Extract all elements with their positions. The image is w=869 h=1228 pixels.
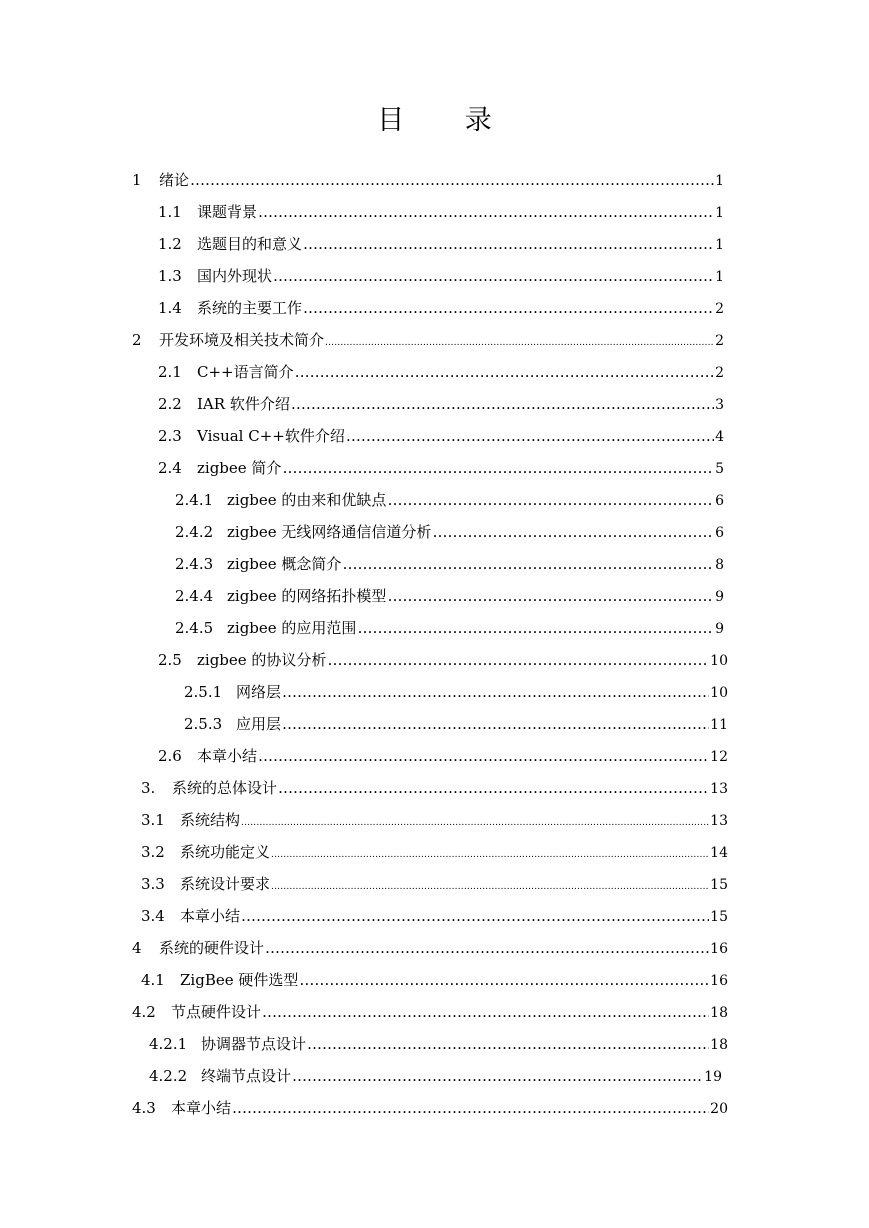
toc-entry-page: 1 — [715, 205, 724, 221]
toc-entry[interactable] — [175, 584, 724, 608]
toc-entry-page: 1 — [715, 269, 724, 285]
toc-entry[interactable] — [158, 456, 724, 480]
toc-dot-leader — [282, 712, 709, 736]
toc-entry-number: 4.3 — [132, 1099, 156, 1117]
toc-entry-title: IAR 软件介绍 — [197, 395, 290, 413]
toc-entry-title: 终端节点设计 — [201, 1067, 292, 1085]
toc-dot-leader — [271, 840, 709, 867]
toc-dot-leader — [278, 776, 709, 800]
toc-entry-page: 16 — [710, 973, 728, 989]
toc-entry-title: 系统的总体设计 — [172, 779, 278, 797]
toc-entry-page: 10 — [710, 653, 728, 669]
toc-entry-page: 3 — [715, 397, 724, 413]
toc-entry-number: 1.3 — [158, 267, 182, 285]
toc-entry[interactable] — [175, 616, 724, 640]
toc-dot-leader — [342, 552, 714, 576]
toc-entry-number: 4.2.1 — [149, 1035, 188, 1053]
toc-entry-page: 15 — [710, 877, 728, 893]
toc-dot-leader — [327, 648, 709, 672]
toc-entry-title: 选题目的和意义 — [197, 235, 303, 253]
toc-entry-page: 13 — [710, 781, 728, 797]
toc-entry[interactable] — [141, 872, 728, 896]
toc-entry-title: 国内外现状 — [197, 267, 273, 285]
toc-entry-number: 3. — [141, 779, 156, 797]
toc-entry-number: 1 — [132, 171, 142, 189]
toc-entry[interactable] — [132, 168, 724, 192]
toc-entry-number: 2.4 — [158, 459, 182, 477]
toc-entry-title: 系统功能定义 — [180, 843, 271, 861]
toc-entry-number: 4.1 — [141, 971, 165, 989]
toc-entry-page: 18 — [710, 1037, 728, 1053]
toc-entry-number: 3.3 — [141, 875, 165, 893]
toc-entry[interactable] — [132, 1096, 728, 1120]
toc-dot-leader — [432, 520, 714, 544]
toc-entry-title: zigbee 的应用范围 — [227, 619, 357, 637]
toc-dot-leader — [271, 872, 709, 899]
toc-entry-title: C++语言简介 — [197, 363, 294, 381]
toc-entry-title: 系统的主要工作 — [197, 299, 303, 317]
toc-entry-page: 20 — [710, 1101, 728, 1117]
toc-entry[interactable] — [158, 264, 724, 288]
toc-entry-page: 13 — [710, 813, 728, 829]
toc-entry[interactable] — [158, 360, 724, 384]
toc-entry-number: 2.4.2 — [175, 523, 214, 541]
toc-dot-leader — [190, 168, 714, 192]
toc-entry[interactable] — [158, 744, 728, 768]
toc-entry-number: 2.2 — [158, 395, 182, 413]
toc-entry-page: 2 — [715, 333, 724, 349]
toc-entry[interactable] — [141, 776, 728, 800]
toc-entry-title: 绪论 — [159, 171, 190, 189]
toc-entry-page: 9 — [715, 589, 724, 605]
toc-entry-page: 4 — [715, 429, 724, 445]
toc-entry-number: 2.4.5 — [175, 619, 214, 637]
toc-entry-page: 6 — [715, 525, 724, 541]
toc-entry[interactable] — [158, 232, 724, 256]
toc-entry[interactable] — [175, 552, 724, 576]
toc-entry-title: 开发环境及相关技术简介 — [159, 331, 325, 349]
toc-entry-page: 5 — [715, 461, 724, 477]
toc-entry[interactable] — [149, 1032, 728, 1056]
toc-dot-leader — [262, 1000, 709, 1024]
toc-entry-number: 1.4 — [158, 299, 182, 317]
toc-entry-title: 本章小结 — [171, 1099, 232, 1117]
toc-entry[interactable] — [175, 520, 724, 544]
toc-entry-number: 1.1 — [158, 203, 182, 221]
toc-dot-leader — [307, 1032, 709, 1056]
toc-dot-leader — [241, 808, 709, 835]
toc-entry[interactable] — [141, 904, 728, 928]
toc-entry-title: zigbee 的网络拓扑模型 — [227, 587, 387, 605]
toc-entry-page: 18 — [710, 1005, 728, 1021]
page-title: 目 录 — [377, 105, 518, 136]
toc-entry[interactable] — [132, 328, 724, 352]
toc-entry[interactable] — [158, 200, 724, 224]
toc-entry-number: 2.5 — [158, 651, 182, 669]
toc-entry-page: 10 — [710, 685, 728, 701]
toc-entry-number: 3.2 — [141, 843, 165, 861]
toc-entry-number: 2.5.1 — [184, 683, 223, 701]
toc-dot-leader — [273, 264, 714, 288]
toc-entry-number: 4 — [132, 939, 142, 957]
toc-entry-number: 3.1 — [141, 811, 165, 829]
toc-entry[interactable] — [149, 1064, 722, 1088]
toc-entry-number: 2.6 — [158, 747, 182, 765]
toc-entry[interactable] — [158, 648, 728, 672]
toc-entry-title: Visual C++软件介绍 — [197, 427, 345, 445]
toc-entry-title: 本章小结 — [180, 907, 241, 925]
toc-entry-title: zigbee 的协议分析 — [197, 651, 327, 669]
toc-entry[interactable] — [175, 488, 724, 512]
toc-entry[interactable] — [141, 808, 728, 832]
toc-entry[interactable] — [132, 936, 728, 960]
toc-entry-title: 系统设计要求 — [180, 875, 271, 893]
toc-entry-title: zigbee 简介 — [197, 459, 282, 477]
toc-dot-leader — [357, 616, 714, 640]
toc-dot-leader — [346, 424, 714, 448]
toc-dot-leader — [303, 296, 714, 320]
toc-entry-number: 2 — [132, 331, 142, 349]
toc-entry-page: 2 — [715, 365, 724, 381]
toc-entry-title: 系统的硬件设计 — [159, 939, 265, 957]
toc-dot-leader — [292, 1064, 703, 1088]
toc-dot-leader — [258, 200, 714, 224]
toc-entry-title: 应用层 — [236, 715, 282, 733]
toc-dot-leader — [295, 360, 714, 384]
toc-dot-leader — [303, 232, 714, 256]
toc-entry-number: 2.4.1 — [175, 491, 214, 509]
toc-entry-number: 4.2.2 — [149, 1067, 188, 1085]
toc-entry[interactable] — [158, 296, 724, 320]
toc-entry-page: 6 — [715, 493, 724, 509]
toc-entry[interactable] — [158, 392, 724, 416]
toc-entry-number: 4.2 — [132, 1003, 156, 1021]
toc-entry-title: 协调器节点设计 — [201, 1035, 307, 1053]
toc-dot-leader — [387, 488, 714, 512]
toc-dot-leader — [241, 904, 709, 928]
toc-dot-leader — [291, 392, 714, 416]
toc-entry-page: 12 — [710, 749, 728, 765]
toc-entry-title: ZigBee 硬件选型 — [180, 971, 299, 989]
toc-entry-title: 网络层 — [236, 683, 282, 701]
toc-dot-leader — [258, 744, 709, 768]
toc-entry-title: 节点硬件设计 — [171, 1003, 262, 1021]
toc-entry-number: 2.4.4 — [175, 587, 214, 605]
toc-dot-leader — [299, 968, 709, 992]
toc-entry-title: 本章小结 — [197, 747, 258, 765]
toc-entry-page: 15 — [710, 909, 728, 925]
toc-dot-leader — [232, 1096, 709, 1120]
toc-entry-title: 课题背景 — [197, 203, 258, 221]
toc-dot-leader — [282, 456, 714, 480]
toc-entry-page: 14 — [710, 845, 728, 861]
toc-entry-number: 3.4 — [141, 907, 165, 925]
toc-entry-page: 9 — [715, 621, 724, 637]
toc-dot-leader — [387, 584, 714, 608]
toc-entry-title: zigbee 的由来和优缺点 — [227, 491, 387, 509]
toc-entry-number: 2.5.3 — [184, 715, 223, 733]
toc-entry[interactable] — [158, 424, 724, 448]
toc-entry-page: 19 — [704, 1069, 722, 1085]
toc-dot-leader — [325, 328, 714, 355]
toc-entry-page: 2 — [715, 301, 724, 317]
toc-entry-number: 2.4.3 — [175, 555, 214, 573]
toc-entry-number: 2.3 — [158, 427, 182, 445]
toc-entry[interactable] — [184, 712, 728, 736]
toc-entry-title: 系统结构 — [180, 811, 241, 829]
toc-entry-number: 2.1 — [158, 363, 182, 381]
toc-entry-page: 1 — [715, 237, 724, 253]
toc-entry-page: 11 — [710, 717, 728, 733]
toc-entry-title: zigbee 无线网络通信信道分析 — [227, 523, 432, 541]
toc-entry-title: zigbee 概念简介 — [227, 555, 342, 573]
toc-entry[interactable] — [141, 968, 728, 992]
toc-entry-page: 1 — [715, 173, 724, 189]
toc-entry-number: 1.2 — [158, 235, 182, 253]
toc-entry[interactable] — [132, 1000, 728, 1024]
toc-dot-leader — [265, 936, 709, 960]
toc-entry-page: 8 — [715, 557, 724, 573]
toc-entry[interactable] — [141, 840, 728, 864]
toc-entry-page: 16 — [710, 941, 728, 957]
toc-dot-leader — [282, 680, 709, 704]
toc-entry[interactable] — [184, 680, 728, 704]
